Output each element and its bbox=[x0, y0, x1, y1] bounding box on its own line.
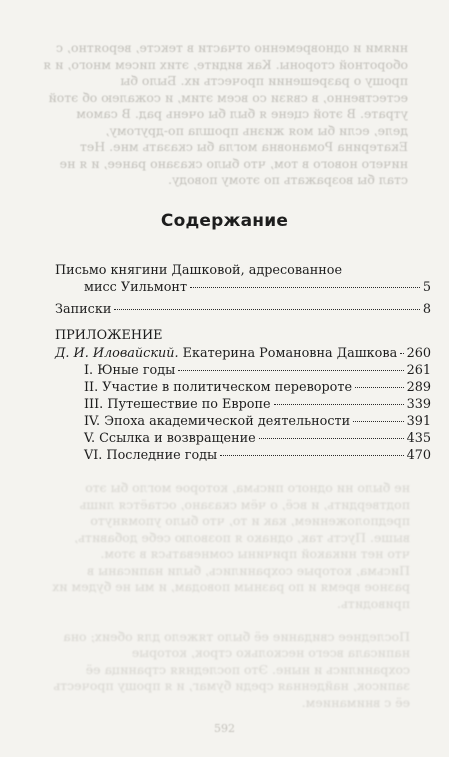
toc-chapter-page: 391 bbox=[406, 414, 431, 429]
page-number: 592 bbox=[214, 722, 235, 735]
toc-chapter-page: 261 bbox=[406, 363, 431, 378]
toc-chapter-page: 289 bbox=[406, 380, 431, 395]
toc-chapter-page: 435 bbox=[406, 431, 431, 446]
toc-chapter-label: VI. Последние годы bbox=[84, 448, 218, 463]
toc-chapter-label: III. Путешествие по Европе bbox=[84, 397, 271, 412]
toc-chapter[interactable] bbox=[55, 363, 431, 380]
leader-dots bbox=[274, 404, 404, 405]
bleed-through-text-top: ниями и одновременно отчасти в тексте, вероятно, с оборотной стороны. Как видите, этих писем много, и я прошу о разрешении прочесть их. Было бы естественно, в связи со всем этим, и сожалею об этой утрате. В этой сцене я был бы очень рад. В самом деле, если бы моя жизнь прошла по-другому, Екатерина Романовна могла бы сказать мне. Нет ничего нового в том, что было сказано ранее, и я не стал бы возражать по этому поводу. bbox=[43, 40, 408, 187]
toc-entry-letter-line2: мисс Уильмонт bbox=[84, 280, 188, 295]
leader-dots bbox=[355, 387, 404, 388]
toc-entry-essay[interactable] bbox=[55, 346, 431, 363]
leader-dots bbox=[259, 438, 404, 439]
toc-chapter-label: II. Участие в политическом перевороте bbox=[84, 380, 353, 395]
toc-chapter[interactable] bbox=[55, 380, 431, 397]
toc-entry-page: 260 bbox=[406, 346, 431, 361]
table-of-contents bbox=[55, 263, 431, 465]
leader-dots bbox=[400, 353, 403, 354]
toc-chapter-page: 339 bbox=[406, 397, 431, 412]
leader-dots bbox=[114, 309, 419, 310]
toc-chapter-label: I. Юные годы bbox=[84, 363, 176, 378]
toc-chapter-label: IV. Эпоха академической деятельности bbox=[84, 414, 351, 429]
essay-title: Екатерина Романовна Дашкова bbox=[182, 346, 398, 361]
toc-chapter[interactable] bbox=[55, 397, 431, 414]
toc-entry-page: 8 bbox=[422, 302, 431, 317]
leader-dots bbox=[190, 287, 420, 288]
toc-chapter-page: 470 bbox=[406, 448, 431, 463]
leader-dots bbox=[353, 421, 403, 422]
essay-author: Д. И. Иловайский. bbox=[55, 346, 179, 361]
bleed-through-text-bottom: не было ни одного письма, которое могло бы это подтвердить, и всё, о чём сказано, остаётся лишь предположением, как и то, что было упомянуто выше. Пусть так, однако я позволю себе добавить, что нет никакой причины сомневаться в этом. Письма, которые сохранились, были написаны в разное время и по разным поводам, и мы не будем их приводить. Последнее свидание её было тяжело для обеих; она написала всего несколько строк, которые сохранились и ныне. Это последняя страница её записок, найденная среди бумаг, и я прошу прочесть её с вниманием. bbox=[52, 480, 410, 710]
page-title: Содержание bbox=[160, 211, 289, 231]
leader-dots bbox=[178, 370, 403, 371]
toc-chapter[interactable] bbox=[55, 431, 431, 448]
toc-entry-letter[interactable] bbox=[55, 263, 431, 297]
toc-entry-label: Записки bbox=[55, 302, 112, 317]
appendix-heading: ПРИЛОЖЕНИЕ bbox=[55, 328, 163, 343]
toc-entry-letter-line1: Письмо княгини Дашковой, адресованное bbox=[55, 263, 343, 278]
toc-entry-notes[interactable] bbox=[55, 302, 431, 319]
toc-chapter-label: V. Ссылка и возвращение bbox=[84, 431, 256, 446]
leader-dots bbox=[220, 455, 403, 456]
toc-chapter[interactable] bbox=[55, 448, 431, 465]
toc-entry-page: 5 bbox=[422, 280, 431, 295]
toc-chapter[interactable] bbox=[55, 414, 431, 431]
